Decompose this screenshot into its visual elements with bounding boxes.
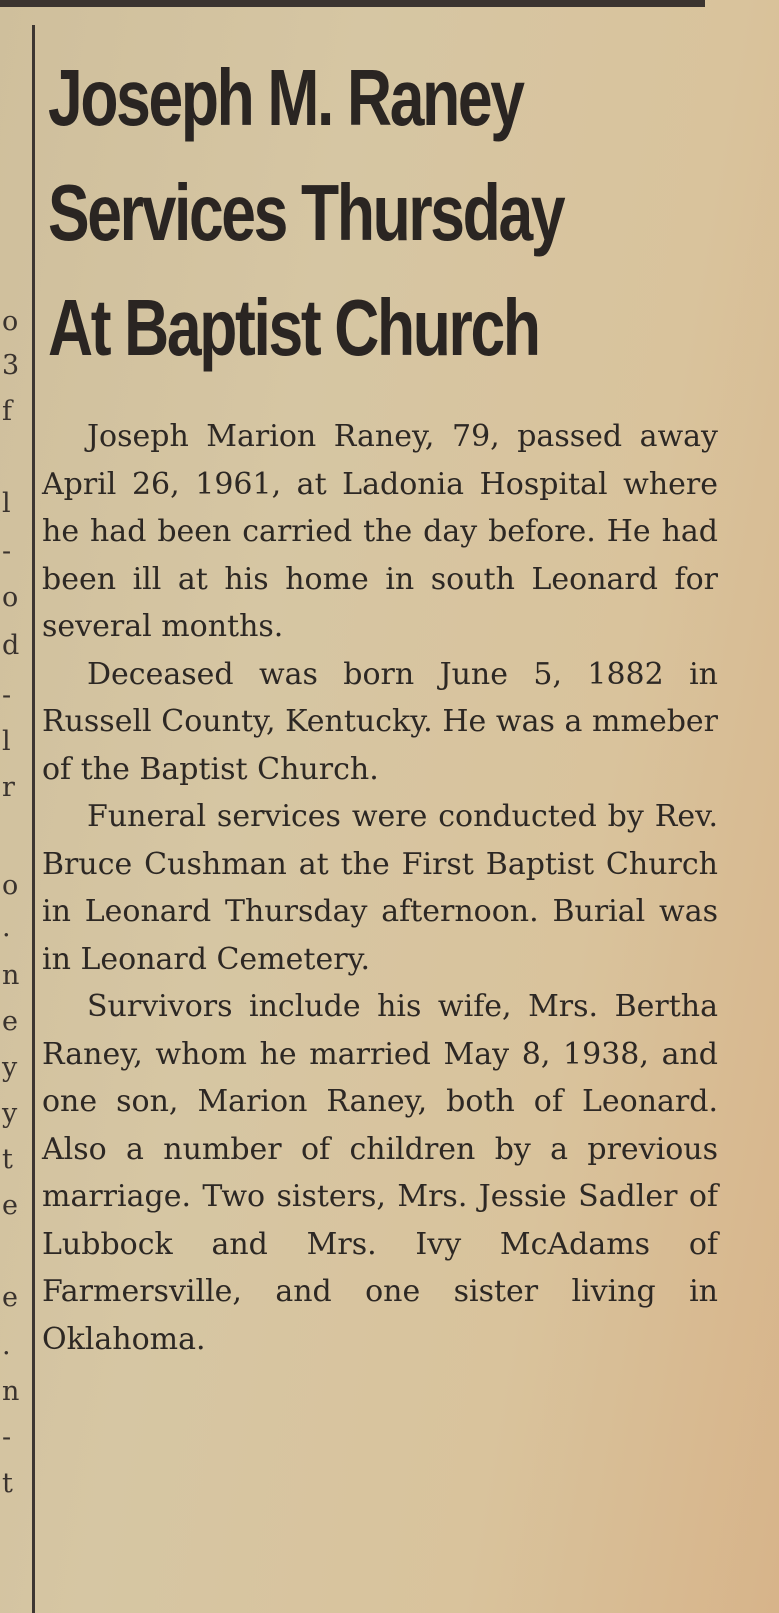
fragment: d <box>2 630 20 661</box>
fragment: e <box>2 1282 18 1313</box>
fragment: . <box>2 912 11 943</box>
fragment: o <box>2 582 19 613</box>
fragment: - <box>2 680 12 711</box>
fragment: n <box>2 960 20 991</box>
fragment: l <box>2 726 11 757</box>
headline <box>48 40 594 385</box>
article-body <box>42 413 718 1363</box>
fragment: - <box>2 1422 12 1453</box>
article-paragraph: Deceased was born June 5, 1882 in Russell County, Kentucky. He was a mmeber of the Baptist Church. <box>42 656 718 787</box>
column-rule <box>32 25 35 1613</box>
fragment: l <box>2 488 11 519</box>
fragment: e <box>2 1190 18 1221</box>
fragment: o <box>2 306 19 337</box>
top-rule <box>0 0 705 7</box>
fragment: 3 <box>2 350 20 381</box>
fragment: t <box>2 1468 13 1499</box>
fragment: o <box>2 870 19 901</box>
article-paragraph: Funeral services were conducted by Rev. Bruce Cushman at the First Baptist Church in Leonard Thursday afternoon. Burial was in Leonard Cemetery. <box>42 799 718 977</box>
fragment: n <box>2 1376 20 1407</box>
article-paragraph: Joseph Marion Raney, 79, passed away April 26, 1961, at Ladonia Hospital where he had been carried the day before. He had been ill at his home in south Leonard for several months. <box>42 419 718 644</box>
article-paragraph: Survivors include his wife, Mrs. Bertha Raney, whom he married May 8, 1938, and one son, Marion Raney, both of Leonard. Also a number of children by a previous marriage. Two sisters, Mrs. Jessie Sadler of Lubbock and Mrs. Ivy McAdams of Farmersville, and one sister living in Oklahoma. <box>42 989 718 1357</box>
fragment: - <box>2 536 12 567</box>
fragment: f <box>2 396 12 427</box>
fragment: . <box>2 1330 11 1361</box>
headline-line: At Baptist Church <box>48 283 539 372</box>
fragment: y <box>2 1098 18 1129</box>
fragment: t <box>2 1144 13 1175</box>
fragment: r <box>2 772 15 803</box>
fragment: e <box>2 1006 18 1037</box>
fragment: y <box>2 1052 18 1083</box>
headline-line: Services Thursday <box>48 168 564 257</box>
headline-line: Joseph M. Raney <box>48 53 523 142</box>
